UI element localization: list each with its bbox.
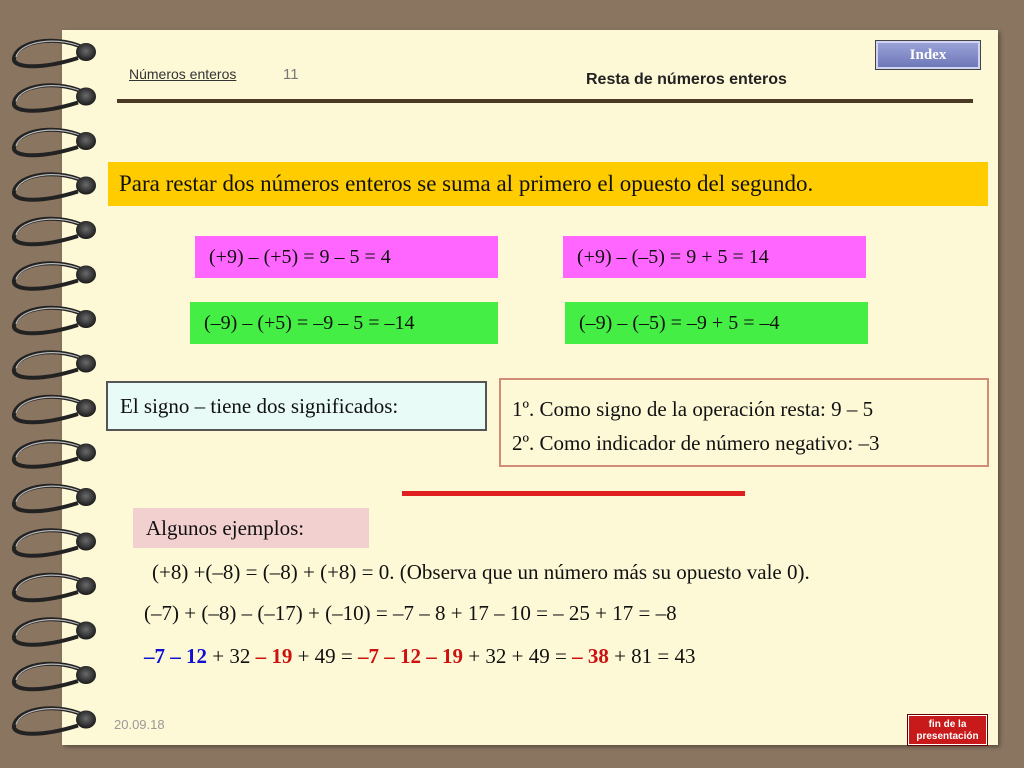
example-term-red: – 38 xyxy=(572,644,609,668)
spiral-ring-icon xyxy=(14,41,96,67)
example-term-red: –7 – 12 – 19 xyxy=(358,644,464,668)
spiral-ring-icon xyxy=(14,219,96,245)
spiral-ring-icon xyxy=(14,352,96,378)
sign-meaning-second: 2º. Como indicador de número negativo: –3 xyxy=(512,431,880,455)
spiral-ring-icon xyxy=(14,530,96,556)
rule-banner: Para restar dos números enteros se suma al primero el opuesto del segundo. xyxy=(108,162,988,206)
spiral-binding xyxy=(0,30,110,745)
index-button[interactable]: Index xyxy=(876,41,980,69)
sign-meaning-list xyxy=(499,378,989,467)
footer-date: 20.09.18 xyxy=(114,717,165,732)
example-line-2: (–7) + (–8) – (–17) + (–10) = –7 – 8 + 17 – 10 = – 25 + 17 = –8 xyxy=(144,601,677,625)
end-button-line2: presentación xyxy=(916,731,979,742)
sign-meaning-title: El signo – tiene dos significados: xyxy=(106,381,487,431)
spiral-ring-icon xyxy=(14,85,96,111)
end-presentation-button[interactable] xyxy=(908,715,987,745)
operation-box-4: (–9) – (–5) = –9 + 5 = –4 xyxy=(565,302,868,344)
header-divider xyxy=(117,99,973,103)
spiral-ring-icon xyxy=(14,708,96,734)
breadcrumb-link[interactable]: Números enteros xyxy=(129,66,237,82)
spiral-ring-icon xyxy=(14,130,96,156)
example-term: + 49 = xyxy=(292,644,359,668)
example-term: + 81 = 43 xyxy=(608,644,696,668)
spiral-rings-icon xyxy=(0,30,110,745)
operation-box-1: (+9) – (+5) = 9 – 5 = 4 xyxy=(195,236,498,278)
spiral-ring-icon xyxy=(14,575,96,601)
spiral-ring-icon xyxy=(14,397,96,423)
slide-number: 11 xyxy=(283,66,299,83)
example-term-blue: –7 – 12 xyxy=(144,644,207,668)
section-divider xyxy=(402,491,745,496)
sign-meaning-first: 1º. Como signo de la operación resta: 9 – 5 xyxy=(512,397,874,421)
example-line-3 xyxy=(144,644,696,669)
example-term: + 32 + 49 = xyxy=(463,644,573,668)
operation-box-2: (+9) – (–5) = 9 + 5 = 14 xyxy=(563,236,866,278)
spiral-ring-icon xyxy=(14,619,96,645)
spiral-ring-icon xyxy=(14,441,96,467)
example-line-1: (+8) +(–8) = (–8) + (+8) = 0. (Observa que un número más su opuesto vale 0). xyxy=(152,560,810,584)
end-button-line1: fin de la xyxy=(928,719,967,730)
spiral-ring-icon xyxy=(14,263,96,289)
spiral-ring-icon xyxy=(14,174,96,200)
example-term-red: – 19 xyxy=(255,644,293,668)
spiral-ring-icon xyxy=(14,664,96,690)
examples-title: Algunos ejemplos: xyxy=(133,508,369,548)
spiral-ring-icon xyxy=(14,308,96,334)
spiral-ring-icon xyxy=(14,486,96,512)
operation-box-3: (–9) – (+5) = –9 – 5 = –14 xyxy=(190,302,498,344)
example-term: + 32 xyxy=(207,644,256,668)
page-title: Resta de números enteros xyxy=(586,71,787,88)
